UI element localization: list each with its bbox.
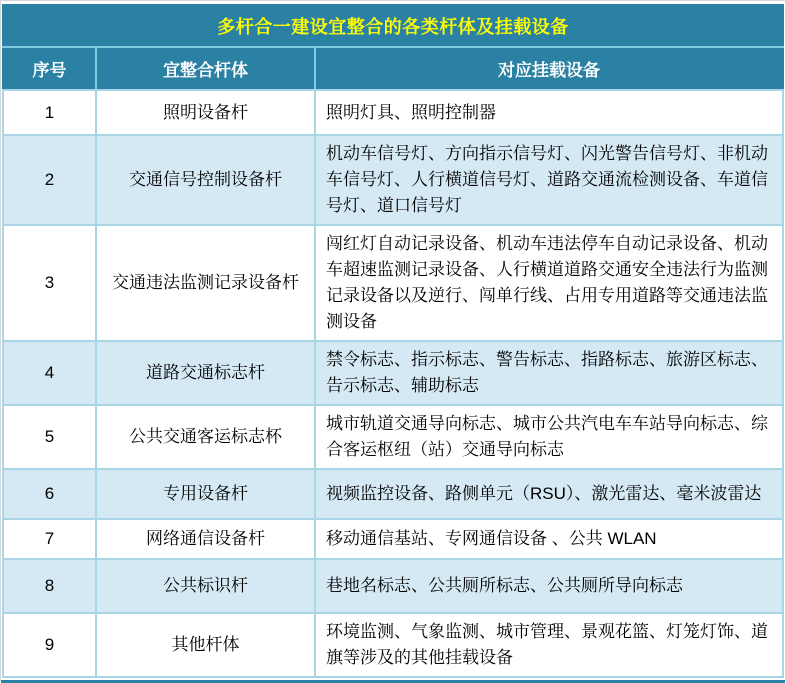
table-row <box>3 341 783 405</box>
column-header-no: 序号 <box>3 47 96 90</box>
cell-pole: 公共交通客运标志杯 <box>96 405 315 469</box>
table-row <box>3 559 783 613</box>
cell-devices: 照明灯具、照明控制器 <box>315 90 783 135</box>
cell-no: 3 <box>3 225 96 341</box>
column-header-mounted-devices: 对应挂载设备 <box>315 47 783 90</box>
cell-devices: 环境监测、气象监测、城市管理、景观花篮、灯笼灯饰、道旗等涉及的其他挂载设备 <box>315 613 783 677</box>
table-head <box>3 5 783 90</box>
document-page <box>1 4 785 683</box>
cell-no: 4 <box>3 341 96 405</box>
table-row <box>3 90 783 135</box>
cell-devices: 机动车信号灯、方向指示信号灯、闪光警告信号灯、非机动车信号灯、人行横道信号灯、道路交通流检测设备、车道信号灯、道口信号灯 <box>315 135 783 225</box>
table-row <box>3 613 783 677</box>
cell-devices: 禁令标志、指示标志、警告标志、指路标志、旅游区标志、告示标志、辅助标志 <box>315 341 783 405</box>
pole-equipment-table <box>2 4 784 678</box>
table-title: 多杆合一建设宜整合的各类杆体及挂载设备 <box>3 5 783 47</box>
table-body <box>3 90 783 677</box>
cell-no: 7 <box>3 519 96 559</box>
cell-no: 6 <box>3 469 96 519</box>
cell-devices: 闯红灯自动记录设备、机动车违法停车自动记录设备、机动车超速监测记录设备、人行横道道路交通安全违法行为监测记录设备以及逆行、闯单行线、占用专用道路等交通违法监测设备 <box>315 225 783 341</box>
cell-devices: 巷地名标志、公共厕所标志、公共厕所导向标志 <box>315 559 783 613</box>
cell-no: 5 <box>3 405 96 469</box>
table-row <box>3 469 783 519</box>
table-row <box>3 405 783 469</box>
cell-devices: 视频监控设备、路侧单元（RSU）、激光雷达、毫米波雷达 <box>315 469 783 519</box>
cell-pole: 道路交通标志杆 <box>96 341 315 405</box>
column-header-pole-type: 宜整合杆体 <box>96 47 315 90</box>
cell-pole: 公共标识杆 <box>96 559 315 613</box>
cell-devices: 城市轨道交通导向标志、城市公共汽电车车站导向标志、综合客运枢纽（站）交通导向标志 <box>315 405 783 469</box>
table-row <box>3 225 783 341</box>
cell-pole: 专用设备杆 <box>96 469 315 519</box>
cell-pole: 交通信号控制设备杆 <box>96 135 315 225</box>
cell-pole: 其他杆体 <box>96 613 315 677</box>
cell-no: 2 <box>3 135 96 225</box>
table-header-row <box>3 47 783 90</box>
cell-pole: 交通违法监测记录设备杆 <box>96 225 315 341</box>
table-row <box>3 135 783 225</box>
cell-pole: 照明设备杆 <box>96 90 315 135</box>
cell-no: 1 <box>3 90 96 135</box>
cell-devices: 移动通信基站、专网通信设备 、公共 WLAN <box>315 519 783 559</box>
cell-no: 9 <box>3 613 96 677</box>
table-row <box>3 519 783 559</box>
cell-pole: 网络通信设备杆 <box>96 519 315 559</box>
table-title-row <box>3 5 783 47</box>
cell-no: 8 <box>3 559 96 613</box>
